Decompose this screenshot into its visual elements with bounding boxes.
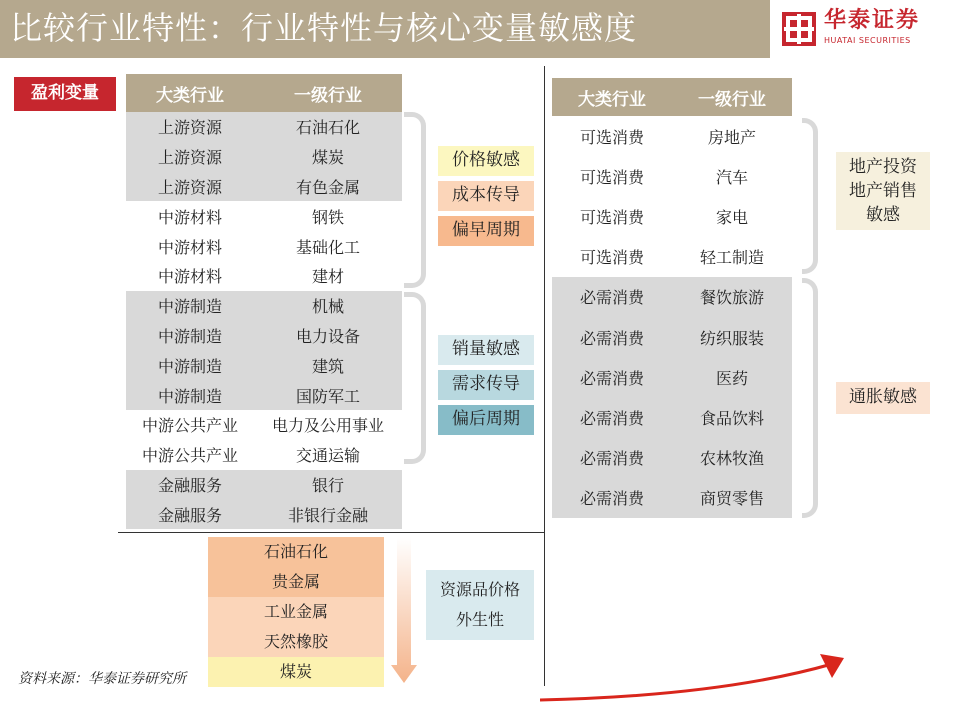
table-row (126, 112, 402, 142)
table-row (126, 201, 402, 231)
header-industry: 一级行业 (294, 85, 362, 106)
table-row (126, 291, 402, 321)
cell-category: 中游材料 (157, 267, 222, 287)
cell-category: 必需消费 (579, 489, 644, 509)
cell-category: 必需消费 (579, 449, 644, 469)
table-row (126, 440, 402, 470)
header-industry: 一级行业 (698, 89, 766, 110)
table-row (552, 357, 792, 397)
center-divider-line (544, 66, 545, 686)
table-row (126, 350, 402, 380)
bracket-necessary-consumption (802, 278, 818, 518)
cell-industry: 食品饮料 (699, 408, 764, 428)
resource-label-line: 资源品价格 (439, 580, 520, 599)
table-row (126, 231, 402, 261)
cell-category: 中游制造 (157, 356, 222, 376)
page-title: 比较行业特性：行业特性与核心变量敏感度 (10, 9, 638, 47)
table-row (126, 261, 402, 291)
profit-variable-label: 盈利变量 (14, 77, 116, 111)
title-bar (0, 0, 960, 58)
table-row (126, 321, 402, 351)
cell-category: 金融服务 (157, 475, 222, 495)
cell-category: 可选消费 (579, 127, 644, 147)
cell-category: 可选消费 (579, 207, 644, 227)
tag-real-estate-sensitive (836, 152, 930, 230)
logo-text-cn: 华泰证券 (824, 8, 921, 33)
cell-industry: 国防军工 (295, 386, 360, 406)
cell-industry: 煤炭 (311, 148, 344, 168)
cell-industry: 银行 (311, 475, 344, 495)
table-row (552, 196, 792, 236)
cell-industry: 交通运输 (295, 446, 360, 466)
table-row (552, 317, 792, 357)
cell-industry: 电力设备 (295, 326, 360, 346)
cell-industry: 汽车 (715, 167, 748, 187)
tag-late-cycle: 偏后周期 (438, 405, 534, 435)
cell-industry: 餐饮旅游 (699, 288, 764, 308)
cell-industry: 商贸零售 (699, 489, 764, 509)
resource-item: 煤炭 (208, 657, 384, 687)
table-row (552, 438, 792, 478)
cell-category: 中游制造 (157, 386, 222, 406)
tag-line: 地产销售 (849, 181, 917, 201)
cell-category: 中游公共产业 (141, 446, 238, 466)
cell-category: 可选消费 (579, 167, 644, 187)
table-row (552, 237, 792, 277)
logo (770, 0, 960, 58)
cell-industry: 基础化工 (295, 237, 360, 257)
cell-category: 中游制造 (157, 297, 222, 317)
left-separator-line (118, 532, 544, 533)
tag-inflation-sensitive: 通胀敏感 (836, 382, 930, 414)
header-category: 大类行业 (578, 89, 646, 110)
resource-item: 石油石化 (208, 537, 384, 567)
tag-demand-transmission: 需求传导 (438, 370, 534, 400)
cell-category: 必需消费 (579, 288, 644, 308)
right-industry-table (552, 78, 792, 518)
table-row (552, 156, 792, 196)
cell-category: 可选消费 (579, 248, 644, 268)
cell-category: 中游公共产业 (141, 416, 238, 436)
table-row (126, 499, 402, 529)
cell-industry: 纺织服装 (699, 328, 764, 348)
resource-item: 工业金属 (208, 597, 384, 627)
source-note: 资料来源：华泰证券研究所 (18, 671, 186, 687)
table-header (126, 74, 402, 112)
bracket-optional-consumption (802, 118, 818, 274)
cell-category: 上游资源 (157, 148, 222, 168)
table-row (126, 142, 402, 172)
cell-industry: 医药 (715, 368, 748, 388)
cell-industry: 建材 (311, 267, 344, 287)
cell-category: 中游制造 (157, 326, 222, 346)
left-industry-table (126, 74, 402, 529)
tag-line: 地产投资 (849, 157, 917, 177)
huatai-logo-icon (782, 12, 816, 46)
cell-category: 必需消费 (579, 368, 644, 388)
bracket-upstream-midstream (404, 112, 426, 288)
table-row (126, 172, 402, 202)
cell-category: 上游资源 (157, 118, 222, 138)
table-row (126, 410, 402, 440)
cell-industry: 电力及公用事业 (271, 416, 384, 436)
table-row (126, 380, 402, 410)
header-category: 大类行业 (156, 85, 224, 106)
cell-category: 必需消费 (579, 328, 644, 348)
cell-industry: 轻工制造 (699, 248, 764, 268)
cell-category: 中游材料 (157, 207, 222, 227)
tag-volume-sensitive: 销量敏感 (438, 335, 534, 365)
cell-category: 金融服务 (157, 505, 222, 525)
down-arrow-icon (390, 537, 418, 685)
table-row (552, 397, 792, 437)
tag-price-sensitive: 价格敏感 (438, 146, 534, 176)
bracket-manufacturing-finance (404, 292, 426, 464)
resource-label-line: 外生性 (455, 610, 504, 629)
table-row (552, 116, 792, 156)
cell-industry: 非银行金融 (287, 505, 368, 525)
tag-early-cycle: 偏早周期 (438, 216, 534, 246)
resource-price-label (426, 570, 534, 640)
cell-category: 上游资源 (157, 177, 222, 197)
cell-industry: 家电 (715, 207, 748, 227)
logo-text-en: HUATAI SECURITIES (824, 36, 911, 45)
cell-category: 必需消费 (579, 408, 644, 428)
cell-industry: 农林牧渔 (699, 449, 764, 469)
cell-industry: 钢铁 (311, 207, 344, 227)
table-header (552, 78, 792, 116)
cell-industry: 石油石化 (295, 118, 360, 138)
cell-category: 中游材料 (157, 237, 222, 257)
cell-industry: 房地产 (707, 127, 756, 147)
cell-industry: 机械 (311, 297, 344, 317)
table-row (126, 470, 402, 500)
cell-industry: 建筑 (311, 356, 344, 376)
rising-arrow-icon (540, 650, 860, 706)
table-row (552, 478, 792, 518)
resource-item: 贵金属 (208, 567, 384, 597)
resource-item: 天然橡胶 (208, 627, 384, 657)
resource-list (208, 537, 384, 687)
cell-industry: 有色金属 (295, 177, 360, 197)
tag-cost-transmission: 成本传导 (438, 181, 534, 211)
table-row (552, 277, 792, 317)
tag-line: 敏感 (866, 205, 900, 225)
